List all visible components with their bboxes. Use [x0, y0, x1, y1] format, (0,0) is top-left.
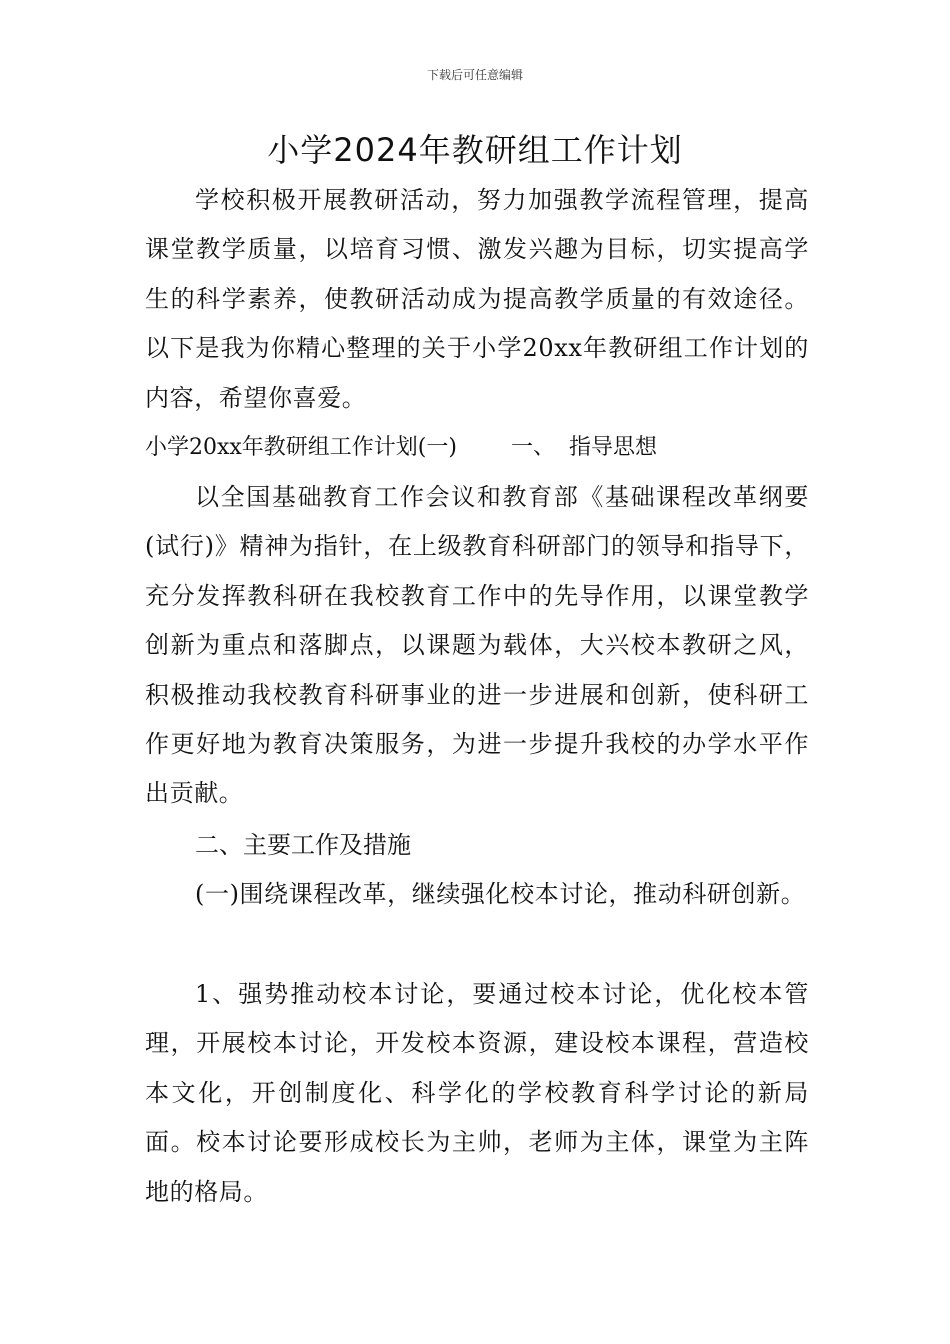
item1-paragraph: 1、强势推动校本讨论，要通过校本讨论，优化校本管理，开展校本讨论，开发校本资源，建设校本课程，营造校本文化，开创制度化、科学化的学校教育科学讨论的新局面。校本讨论要形成校长为主帅，老师为主体，课堂为主阵地的格局。: [145, 980, 809, 1206]
header-note: 下载后可任意编辑: [426, 68, 523, 82]
section1-paragraph: 以全国基础教育工作会议和教育部《基础课程改革纲要(试行)》精神为指针，在上级教育科研部门的领导和指导下，充分发挥教科研在我校教育工作中的先导作用，以课堂教学创新为重点和落脚点，以课题为载体，大兴校本教研之风，积极推动我校教育科研事业的进一步进展和创新，使科研工作更好地为教育决策服务，为进一步提升我校的办学水平作出贡献。: [145, 483, 809, 808]
plan-heading: 小学20xx年教研组工作计划(一): [145, 435, 457, 460]
subsection1-paragraph: (一)围绕课程改革，继续强化校本讨论，推动科研创新。: [195, 880, 806, 908]
intro-paragraph: 学校积极开展教研活动，努力加强教学流程管理，提高课堂教学质量，以培育习惯、激发兴趣为目标，切实提高学生的科学素养，使教研活动成为提高教学质量的有效途径。以下是我为你精心整理的关于小学20xx年教研组工作计划的内容，希望你喜爱。: [145, 186, 809, 412]
document-title: 小学2024年教研组工作计划: [267, 131, 683, 169]
section2-heading: 二、主要工作及措施: [195, 831, 411, 859]
section1-heading: 一、 指导思想: [510, 435, 657, 460]
plan-heading-line: [145, 433, 809, 463]
